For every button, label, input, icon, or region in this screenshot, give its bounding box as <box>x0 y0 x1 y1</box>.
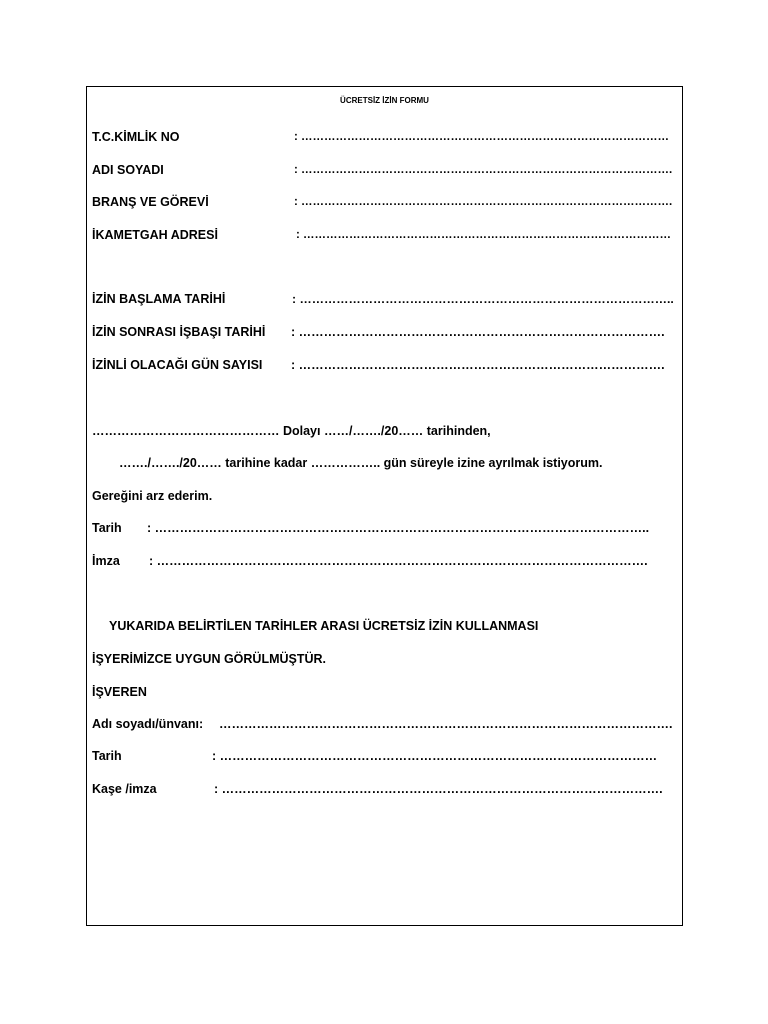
tarih-label: Tarih <box>92 521 122 535</box>
request-line-1: ……………………………………… Dolayı ……/……./20…… tarihinden, <box>92 424 491 438</box>
approval-line-1: YUKARIDA BELİRTİLEN TARİHLER ARASI ÜCRETSİZ İZİN KULLANMASI <box>109 619 539 633</box>
isveren-heading: İŞVEREN <box>92 685 147 699</box>
izin-baslama-field[interactable]: : ……………………………………………………………………………….. <box>292 292 674 306</box>
ikametgah-label: İKAMETGAH ADRESİ <box>92 228 218 242</box>
brans-gorevi-label: BRANŞ VE GÖREVİ <box>92 195 209 209</box>
imza-label: İmza <box>92 554 120 568</box>
isveren-tarih-label: Tarih <box>92 749 122 763</box>
form-title: ÜCRETSİZ İZİN FORMU <box>340 96 429 105</box>
isbasi-tarihi-field[interactable]: : ……………………………………………………………………………. <box>291 325 665 339</box>
tarih-field[interactable]: : ……………………………………………………………………………………………………….. <box>147 521 650 535</box>
gun-sayisi-field[interactable]: : ……………………………………………………………………………. <box>291 358 665 372</box>
tc-kimlik-field[interactable]: : …………………………………………………………………………………… <box>294 131 670 143</box>
isveren-adi-label: Adı soyadı/ünvanı: <box>92 717 204 731</box>
kase-imza-label: Kaşe /imza <box>92 782 157 796</box>
gun-sayisi-label: İZİNLİ OLACAĞI GÜN SAYISI <box>92 358 263 372</box>
isveren-tarih-field[interactable]: : …………………………………………………………………………………………… <box>212 749 658 763</box>
ikametgah-field[interactable]: : …………………………………………………………………………………… <box>296 229 672 241</box>
request-line-2: ……./……./20…… tarihine kadar …………….. gün süreyle izine ayrılmak istiyorum. <box>119 456 603 470</box>
izin-baslama-label: İZİN BAŞLAMA TARİHİ <box>92 292 226 306</box>
isveren-adi-field[interactable]: ………………………………………………………………………………………………. <box>219 717 673 731</box>
brans-gorevi-field[interactable]: : ……………………………………………………………………………………. <box>294 196 673 208</box>
adi-soyadi-field[interactable]: : ……………………………………………………………………………………. <box>294 164 673 176</box>
isbasi-tarihi-label: İZİN SONRASI İŞBAŞI TARİHİ <box>92 325 266 339</box>
form-frame <box>86 86 683 926</box>
kase-imza-field[interactable]: : ……………………………………………………………………………………………. <box>214 782 663 796</box>
request-line-3: Gereğini arz ederim. <box>92 489 213 503</box>
approval-line-2: İŞYERİMİZCE UYGUN GÖRÜLMÜŞTÜR. <box>92 652 327 666</box>
tc-kimlik-label: T.C.KİMLİK NO <box>92 130 180 144</box>
adi-soyadi-label: ADI SOYADI <box>92 163 164 177</box>
imza-field[interactable]: : ………………………………………………………………………………………………………. <box>149 554 648 568</box>
